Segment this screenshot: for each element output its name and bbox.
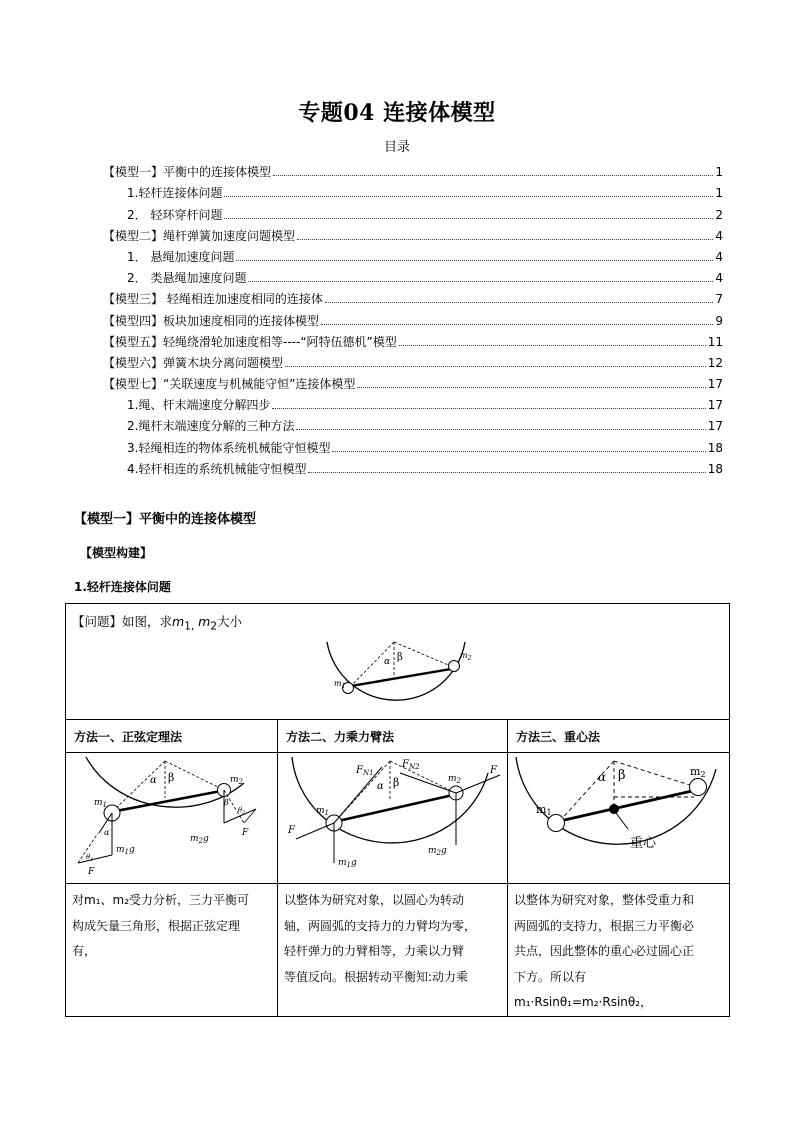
svg-text:FN2: $F_{N2}$	[402, 759, 420, 771]
method-2-figure	[278, 753, 508, 884]
svg-text:F: F	[88, 867, 95, 877]
svg-text:F: F	[288, 825, 295, 836]
toc-item[interactable]: 1.绳、杆末端速度分解四步 17	[127, 398, 723, 413]
method-2-heading: 方法二、力乘力臂法	[278, 720, 508, 753]
method-1-figure	[66, 753, 278, 884]
beta-label: β	[397, 652, 403, 663]
toc-item[interactable]: 【模型七】“关联速度与机械能守恒”连接体模型 17	[103, 377, 723, 392]
svg-text:β: β	[168, 771, 175, 784]
method-2-description: 以整体为研究对象，以圆心为转动 轴，两圆弧的支持力的力臂均为零， 轻杆弹力的力臂相等，力乘以力臂 等值反向。根据转动平衡知:动力乘	[278, 884, 508, 1017]
toc-item[interactable]: 2.绳杆末端速度分解的三种方法 17	[127, 419, 723, 434]
svg-text:θ1: $\theta_1$	[86, 853, 94, 863]
toc-item[interactable]: 4.轻杆相连的系统机械能守恒模型 18	[127, 461, 723, 476]
subsection-heading: 【模型构建】	[80, 546, 153, 560]
svg-text:m1g: $m_1g$	[338, 858, 357, 869]
torque-diagram	[278, 753, 506, 879]
toc-item[interactable]: 【模型四】板块加速度相同的连接体模型 9	[103, 313, 723, 328]
center-of-gravity-diagram	[508, 753, 728, 879]
toc-item[interactable]: 1.轻杆连接体问题 1	[127, 186, 723, 201]
svg-text:θ2: $\theta_2$	[238, 806, 246, 816]
method-3-heading: 方法三、重心法	[508, 720, 730, 753]
question-text: 【问题】如图，求$m_{1,}$ $m_2$大小	[72, 614, 242, 633]
sine-rule-diagram	[66, 753, 276, 879]
method-1-description: 对m₁、m₂受力分析，三力平衡可 构成矢量三角形，根据正弦定理 有，	[66, 884, 278, 1017]
question-diagram	[321, 632, 471, 714]
svg-text:β: β	[393, 776, 400, 789]
topic-heading: 1.轻杆连接体问题	[74, 580, 171, 594]
svg-text:α: α	[377, 781, 384, 792]
method-1-heading: 方法一、正弦定理法	[66, 720, 278, 753]
svg-text:m2g: $m_2g$	[190, 834, 209, 845]
svg-text:m1: m1	[536, 803, 552, 817]
svg-text:β: β	[618, 768, 626, 783]
svg-text:m2: $m_2$	[448, 774, 462, 785]
toc-item[interactable]: 3.轻绳相连的物体系统机械能守恒模型 18	[127, 440, 723, 455]
section-heading: 【模型一】平衡中的连接体模型	[74, 512, 257, 527]
toc-item[interactable]: 【模型五】轻绳绕滑轮加速度相等----“阿特伍德机”模型 11	[103, 334, 723, 349]
table-of-contents	[103, 158, 723, 476]
svg-text:α: α	[598, 770, 607, 784]
svg-text:m2: m2	[690, 765, 706, 779]
svg-text:F: F	[490, 765, 497, 776]
toc-item[interactable]: 【模型二】绳杆弹簧加速度问题模型 4	[103, 228, 723, 243]
method-3-description: 以整体为研究对象，整体受重力和 两圆弧的支持力，根据三力平衡必 共点，因此整体的重心必过圆心正 下方。所以有 m₁·Rsinθ₁=m₂·Rsinθ₂，	[508, 884, 730, 1017]
svg-text:m1g: $m_1g$	[116, 845, 135, 856]
method-3-figure	[508, 753, 730, 884]
svg-text:m1: $m_1$	[316, 806, 330, 817]
svg-text:FN1: $F_{N1}$	[356, 765, 374, 777]
page-title: 专题04 连接体模型	[298, 100, 496, 126]
svg-text:β: β	[224, 798, 229, 807]
m1-label: $m_1$	[334, 679, 346, 690]
question-cell	[66, 604, 730, 720]
toc-item[interactable]: 2． 类悬绳加速度问题 4	[127, 271, 723, 286]
center-of-gravity-label: 重心	[630, 836, 657, 851]
m2-label: $m_2$	[460, 651, 472, 662]
svg-text:α: α	[104, 828, 110, 837]
svg-text:m2: $m_2$	[230, 775, 244, 786]
toc-item[interactable]: 2． 轻环穿杆问题 2	[127, 207, 723, 222]
svg-text:m2g: $m_2g$	[428, 846, 447, 857]
toc-item[interactable]: 【模型三】 轻绳相连加速度相同的连接体 7	[103, 292, 723, 307]
svg-text:m1: $m_1$	[94, 798, 108, 809]
toc-item[interactable]: 1． 悬绳加速度问题 4	[127, 249, 723, 264]
toc-item[interactable]: 【模型六】弹簧木块分离问题模型 12	[103, 355, 723, 370]
svg-text:F: F	[242, 828, 249, 838]
alpha-label: α	[384, 657, 391, 667]
model-table	[65, 603, 730, 1017]
svg-text:α: α	[150, 775, 157, 786]
toc-item[interactable]: 【模型一】平衡中的连接体模型 1	[103, 165, 723, 180]
toc-heading: 目录	[383, 140, 410, 155]
